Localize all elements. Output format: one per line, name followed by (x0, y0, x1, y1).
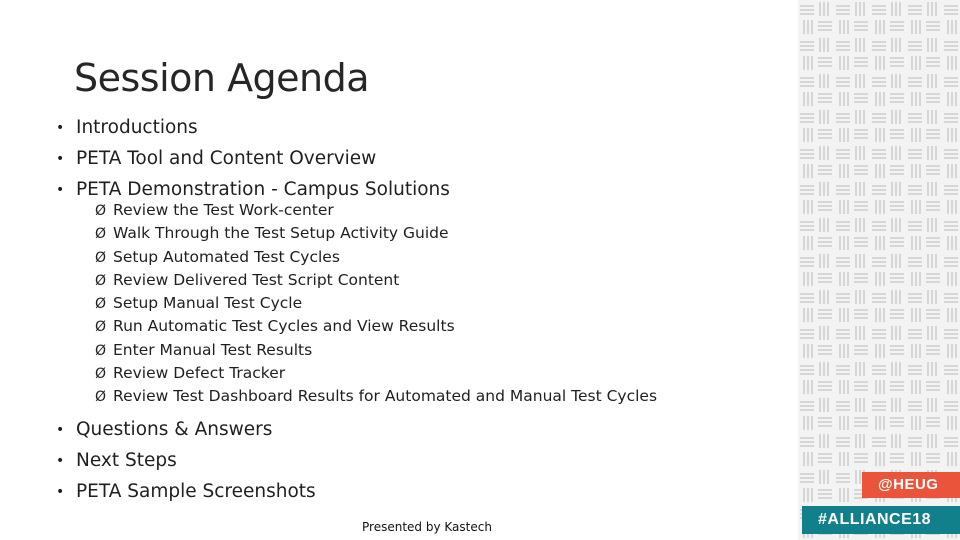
agenda-item-label: Next Steps (76, 450, 177, 471)
agenda-item (56, 414, 316, 445)
alliance-hashtag-badge: #ALLIANCE18 (802, 506, 960, 534)
sub-item (95, 246, 657, 269)
arrow-marker: Ø (95, 203, 107, 219)
agenda-item (56, 143, 450, 174)
agenda-item-label: PETA Demonstration - Campus Solutions (76, 179, 450, 200)
bullet-marker: • (56, 422, 65, 438)
arrow-marker: Ø (95, 249, 107, 266)
heug-hashtag-badge: @HEUG (862, 472, 960, 498)
agenda-item-label: PETA Sample Screenshots (76, 481, 316, 502)
bullet-marker: • (56, 484, 65, 500)
sub-item (95, 292, 657, 315)
decorative-pattern (798, 0, 960, 540)
agenda-bottom-list (56, 414, 316, 507)
arrow-marker: Ø (95, 319, 107, 336)
sub-item-label: Review Delivered Test Script Content (113, 270, 400, 289)
sub-item-label: Run Automatic Test Cycles and View Results (113, 317, 455, 336)
bullet-marker: • (56, 182, 65, 198)
sub-item (95, 269, 657, 292)
agenda-item-label: Introductions (76, 117, 198, 138)
arrow-marker: Ø (95, 342, 107, 359)
arrow-marker: Ø (95, 296, 107, 313)
sub-item (95, 385, 657, 408)
sub-item-label: Review Defect Tracker (113, 364, 286, 383)
slide-title: Session Agenda (74, 56, 370, 100)
arrow-marker: Ø (95, 272, 107, 289)
demo-sub-list (95, 199, 657, 409)
bullet-marker: • (56, 120, 65, 136)
sub-item-label: Setup Automated Test Cycles (113, 247, 340, 266)
sub-item-label: Review the Test Work-center (113, 201, 334, 219)
bullet-marker: • (56, 453, 65, 469)
presenter-footer: Presented by Kastech (362, 520, 492, 534)
arrow-marker: Ø (95, 366, 107, 383)
bullet-marker: • (56, 151, 65, 167)
agenda-item-label: Questions & Answers (76, 419, 273, 440)
arrow-marker: Ø (95, 389, 107, 406)
agenda-top-list (56, 112, 450, 205)
sub-item-label: Setup Manual Test Cycle (113, 294, 303, 313)
sub-item (95, 362, 657, 385)
sub-item (95, 222, 657, 245)
agenda-item (56, 112, 450, 143)
agenda-item (56, 476, 316, 507)
sub-item (95, 315, 657, 338)
sub-item-label: Walk Through the Test Setup Activity Guide (113, 224, 449, 243)
sub-item-label: Review Test Dashboard Results for Automated and Manual Test Cycles (113, 387, 658, 406)
sub-item (95, 339, 657, 362)
arrow-marker: Ø (95, 226, 107, 243)
agenda-item (56, 445, 316, 476)
sub-item (95, 199, 657, 222)
sub-item-label: Enter Manual Test Results (113, 340, 313, 359)
agenda-item-label: PETA Tool and Content Overview (76, 148, 377, 169)
